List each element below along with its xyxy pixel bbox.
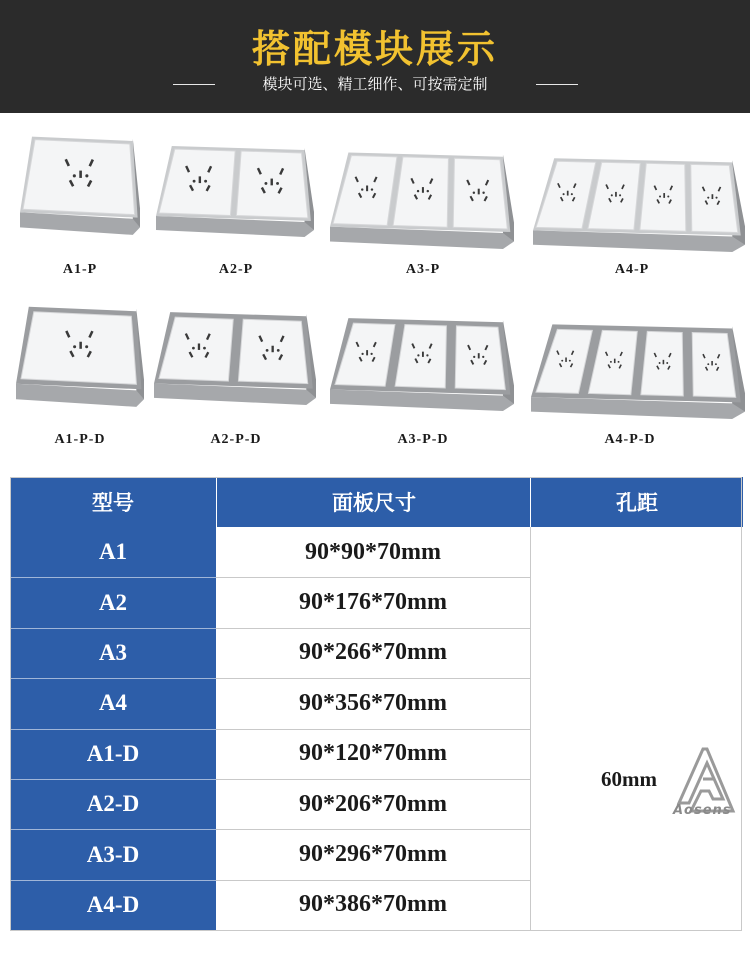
product-a2-p-d [154, 304, 316, 406]
product-label: A4-P [614, 262, 650, 277]
size-cell: 90*356*70mm [216, 678, 530, 728]
row-divider [216, 779, 530, 780]
row-divider [216, 678, 530, 679]
model-cell: A2 [10, 577, 216, 627]
row-divider [216, 829, 530, 830]
row-divider [216, 628, 530, 629]
product-a1-p [20, 128, 140, 236]
product-label: A1-P-D [54, 432, 106, 447]
model-cell: A3 [10, 628, 216, 678]
socket-module-image [20, 128, 140, 236]
size-cell: 90*90*70mm [216, 527, 530, 577]
model-cell: A3-D [10, 829, 216, 879]
size-cell: 90*296*70mm [216, 829, 530, 879]
header-hole-spacing: 孔距 [530, 477, 743, 527]
socket-module-image [330, 310, 514, 412]
row-divider [10, 779, 216, 780]
product-label: A2-P-D [210, 432, 262, 447]
product-a3-p [330, 144, 514, 250]
row-divider [10, 628, 216, 629]
header-banner [0, 0, 750, 113]
size-cell: 90*120*70mm [216, 729, 530, 779]
product-a4-p-d [531, 316, 745, 420]
socket-module-image [330, 144, 514, 250]
header-panel-size: 面板尺寸 [216, 477, 531, 527]
header-model: 型号 [10, 477, 216, 527]
model-cell: A4-D [10, 880, 216, 930]
model-cell: A1-D [10, 729, 216, 779]
product-label: A3-P [405, 262, 441, 277]
product-label: A1-P [62, 262, 98, 277]
watermark-brand: Aosens [673, 803, 732, 818]
model-cell: A4 [10, 678, 216, 728]
size-cell: 90*386*70mm [216, 880, 530, 930]
row-divider [10, 678, 216, 679]
size-cell: 90*266*70mm [216, 628, 530, 678]
hole-spacing-cell [530, 527, 743, 930]
spec-table [10, 477, 742, 930]
socket-module-image [154, 304, 316, 406]
row-divider [10, 829, 216, 830]
page-title: 搭配模块展示 [251, 27, 498, 71]
row-divider [10, 577, 216, 578]
product-label: A4-P-D [604, 432, 656, 447]
subtitle-divider-right [536, 84, 578, 85]
socket-module-image [156, 138, 314, 238]
size-cell: 90*176*70mm [216, 577, 530, 627]
row-divider [10, 729, 216, 730]
hole-spacing-value: 60mm [601, 767, 657, 791]
model-cell: A2-D [10, 779, 216, 829]
product-label: A2-P [218, 262, 254, 277]
subtitle-row [0, 73, 750, 95]
product-a1-p-d [16, 298, 144, 408]
product-a4-p [533, 150, 745, 253]
product-a2-p [156, 138, 314, 238]
socket-module-image [531, 316, 745, 420]
product-a3-p-d [330, 310, 514, 412]
row-divider [10, 880, 216, 881]
page-subtitle: 模块可选、精工细作、可按需定制 [262, 75, 488, 93]
product-label: A3-P-D [397, 432, 449, 447]
row-divider [216, 729, 530, 730]
row-divider [216, 880, 530, 881]
socket-module-image [533, 150, 745, 253]
row-divider [216, 577, 530, 578]
socket-module-image [16, 298, 144, 408]
model-cell: A1 [10, 527, 216, 577]
size-cell: 90*206*70mm [216, 779, 530, 829]
